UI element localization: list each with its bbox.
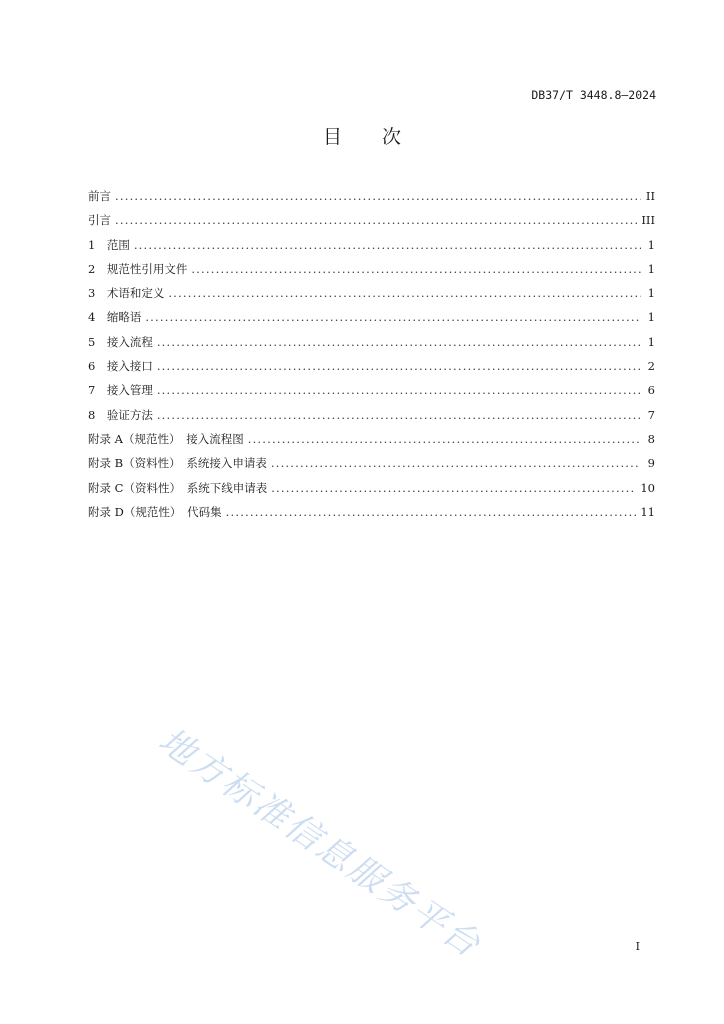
page-title (0, 122, 724, 149)
toc-entry-page: 1 (647, 310, 655, 325)
toc-entry-label: 5 接入流程 (88, 334, 153, 349)
toc-entry-label: 2 规范性引用文件 (88, 261, 188, 276)
toc-entry[interactable] (88, 354, 655, 378)
toc-entry-page: 7 (647, 407, 655, 422)
toc-entry[interactable] (88, 184, 655, 208)
toc-entry-label: 7 接入管理 (88, 383, 153, 398)
toc-entry-label: 附录 B（资料性） 系统接入申请表 (88, 456, 267, 471)
toc-leader-dots (271, 451, 641, 475)
toc-entry-label: 1 范围 (88, 237, 130, 252)
toc-leader-dots (168, 281, 641, 305)
page-number: I (635, 940, 640, 953)
toc-leader-dots (115, 184, 641, 208)
toc-entry-page: 10 (640, 480, 655, 495)
toc-leader-dots (157, 330, 641, 354)
table-of-contents (88, 184, 655, 524)
toc-entry[interactable] (88, 281, 655, 305)
toc-entry-label: 引言 (88, 213, 111, 228)
toc-entry-label: 附录 D（规范性） 代码集 (88, 504, 222, 519)
toc-entry-page: 1 (647, 334, 655, 349)
toc-leader-dots (191, 257, 641, 281)
toc-leader-dots (157, 403, 641, 427)
watermark-text: 地方标准信息服务平台 (151, 720, 489, 967)
toc-entry[interactable] (88, 500, 655, 524)
toc-entry-label: 8 验证方法 (88, 407, 153, 422)
toc-entry-page: 9 (647, 456, 655, 471)
toc-entry[interactable] (88, 305, 655, 329)
toc-entry[interactable] (88, 378, 655, 402)
toc-entry-label: 前言 (88, 189, 111, 203)
toc-entry-page: 1 (647, 286, 655, 301)
toc-entry-page: 8 (647, 431, 655, 446)
toc-entry-page: 2 (647, 359, 655, 374)
title-part-2: 次 (382, 126, 402, 148)
toc-entry[interactable] (88, 451, 655, 475)
toc-leader-dots (271, 476, 636, 500)
toc-entry-page: 6 (647, 383, 655, 398)
toc-entry-page: 1 (647, 237, 655, 252)
toc-entry[interactable] (88, 427, 655, 451)
toc-leader-dots (226, 500, 637, 524)
toc-entry[interactable] (88, 257, 655, 281)
toc-entry[interactable] (88, 476, 655, 500)
toc-entry[interactable] (88, 330, 655, 354)
toc-leader-dots (145, 305, 641, 329)
toc-entry-label: 附录 A（规范性） 接入流程图 (88, 431, 244, 446)
toc-entry-page: II (645, 189, 655, 203)
title-part-1: 目 (322, 126, 342, 148)
toc-leader-dots (157, 378, 641, 402)
toc-entry-label: 6 接入接口 (88, 359, 153, 374)
toc-entry-page: 11 (640, 504, 655, 519)
toc-entry-label: 3 术语和定义 (88, 286, 165, 301)
toc-entry-label: 附录 C（资料性） 系统下线申请表 (88, 480, 268, 495)
toc-entry-page: 1 (647, 261, 655, 276)
toc-entry[interactable] (88, 403, 655, 427)
toc-leader-dots (134, 233, 641, 257)
toc-leader-dots (248, 427, 641, 451)
document-code: DB37/T 3448.8—2024 (531, 88, 656, 102)
toc-leader-dots (115, 208, 637, 232)
toc-entry-label: 4 缩略语 (88, 310, 142, 325)
toc-entry-page: III (641, 213, 655, 228)
toc-entry[interactable] (88, 233, 655, 257)
toc-entry[interactable] (88, 208, 655, 232)
toc-leader-dots (157, 354, 641, 378)
